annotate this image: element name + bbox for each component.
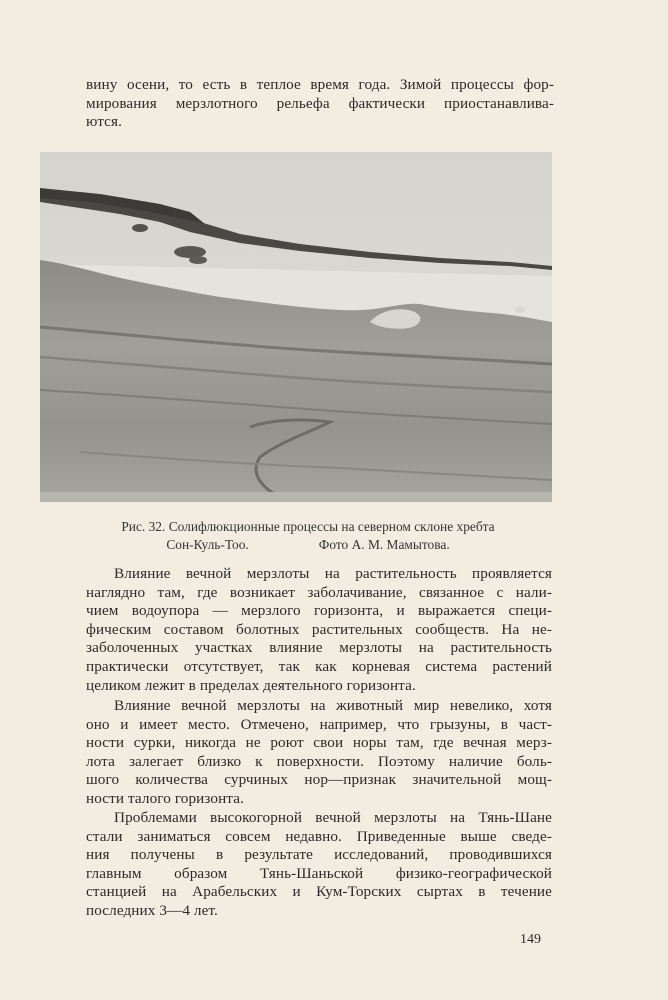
text-line: целиком лежит в пределах деятельного горизонта. (86, 676, 416, 694)
text-line: вину осени, то есть в теплое время года. Зимой процессы фор- (86, 76, 554, 93)
caption-credit: Фото А. М. Мамытова. (318, 537, 450, 552)
paragraph-top (86, 76, 554, 132)
text-line: Проблемами высокогорной вечной мерзлоты на Тянь-Шане (114, 809, 552, 826)
paragraph-vegetation (86, 565, 552, 695)
text-line: лота залегает близко к поверхности. Поэтому наличие боль- (86, 752, 552, 770)
page-number: 149 (520, 932, 541, 947)
text-line: шого количества сурчиных нор—признак значительной мощ- (86, 771, 552, 789)
text-line: Влияние вечной мерзлоты на растительность проявляется (114, 565, 552, 582)
text-line: стали заниматься совсем недавно. Приведенные выше сведе- (86, 827, 552, 845)
text-line: главным образом Тянь-Шаньской физико-географической (86, 864, 552, 882)
text-line: Влияние вечной мерзлоты на животный мир невелико, хотя (114, 697, 552, 714)
text-line: практически отсутствует, так как корневая система растений (86, 657, 552, 675)
text-line: станцией на Арабельских и Кум-Торских сыртах в течение (86, 883, 552, 901)
text-line: заболоченных участках влияние мерзлоты на растительность (86, 639, 552, 657)
text-line: чием водоупора — мерзлого горизонта, и выражается специ- (86, 602, 552, 620)
text-line: наглядно там, где возникает заболачивание, связанное с нали- (86, 583, 552, 601)
text-line: ности сурки, никогда не роют свои норы там, где вечная мерз- (86, 734, 552, 752)
figure-caption (58, 518, 558, 554)
text-line: оно и имеет место. Отмечено, например, что грызуны, в част- (86, 715, 552, 733)
text-line: последних 3—4 лет. (86, 901, 218, 919)
paragraph-fauna (86, 697, 552, 809)
text-line: ности талого горизонта. (86, 789, 244, 807)
photo-solifluction-slope (40, 152, 552, 502)
paragraph-problems (86, 809, 552, 921)
text-line: мирования мерзлотного рельефа фактически приостанавлива- (86, 94, 554, 112)
caption-title: Рис. 32. Солифлюкционные процессы на северном склоне хребта (121, 519, 495, 534)
caption-place: Сон-Куль-Тоо. (166, 537, 249, 552)
text-line: ния получены в результате исследований, проводившихся (86, 846, 552, 864)
text-line: ются. (86, 113, 122, 131)
text-line: фическим составом болотных растительных сообществ. На не- (86, 620, 552, 638)
